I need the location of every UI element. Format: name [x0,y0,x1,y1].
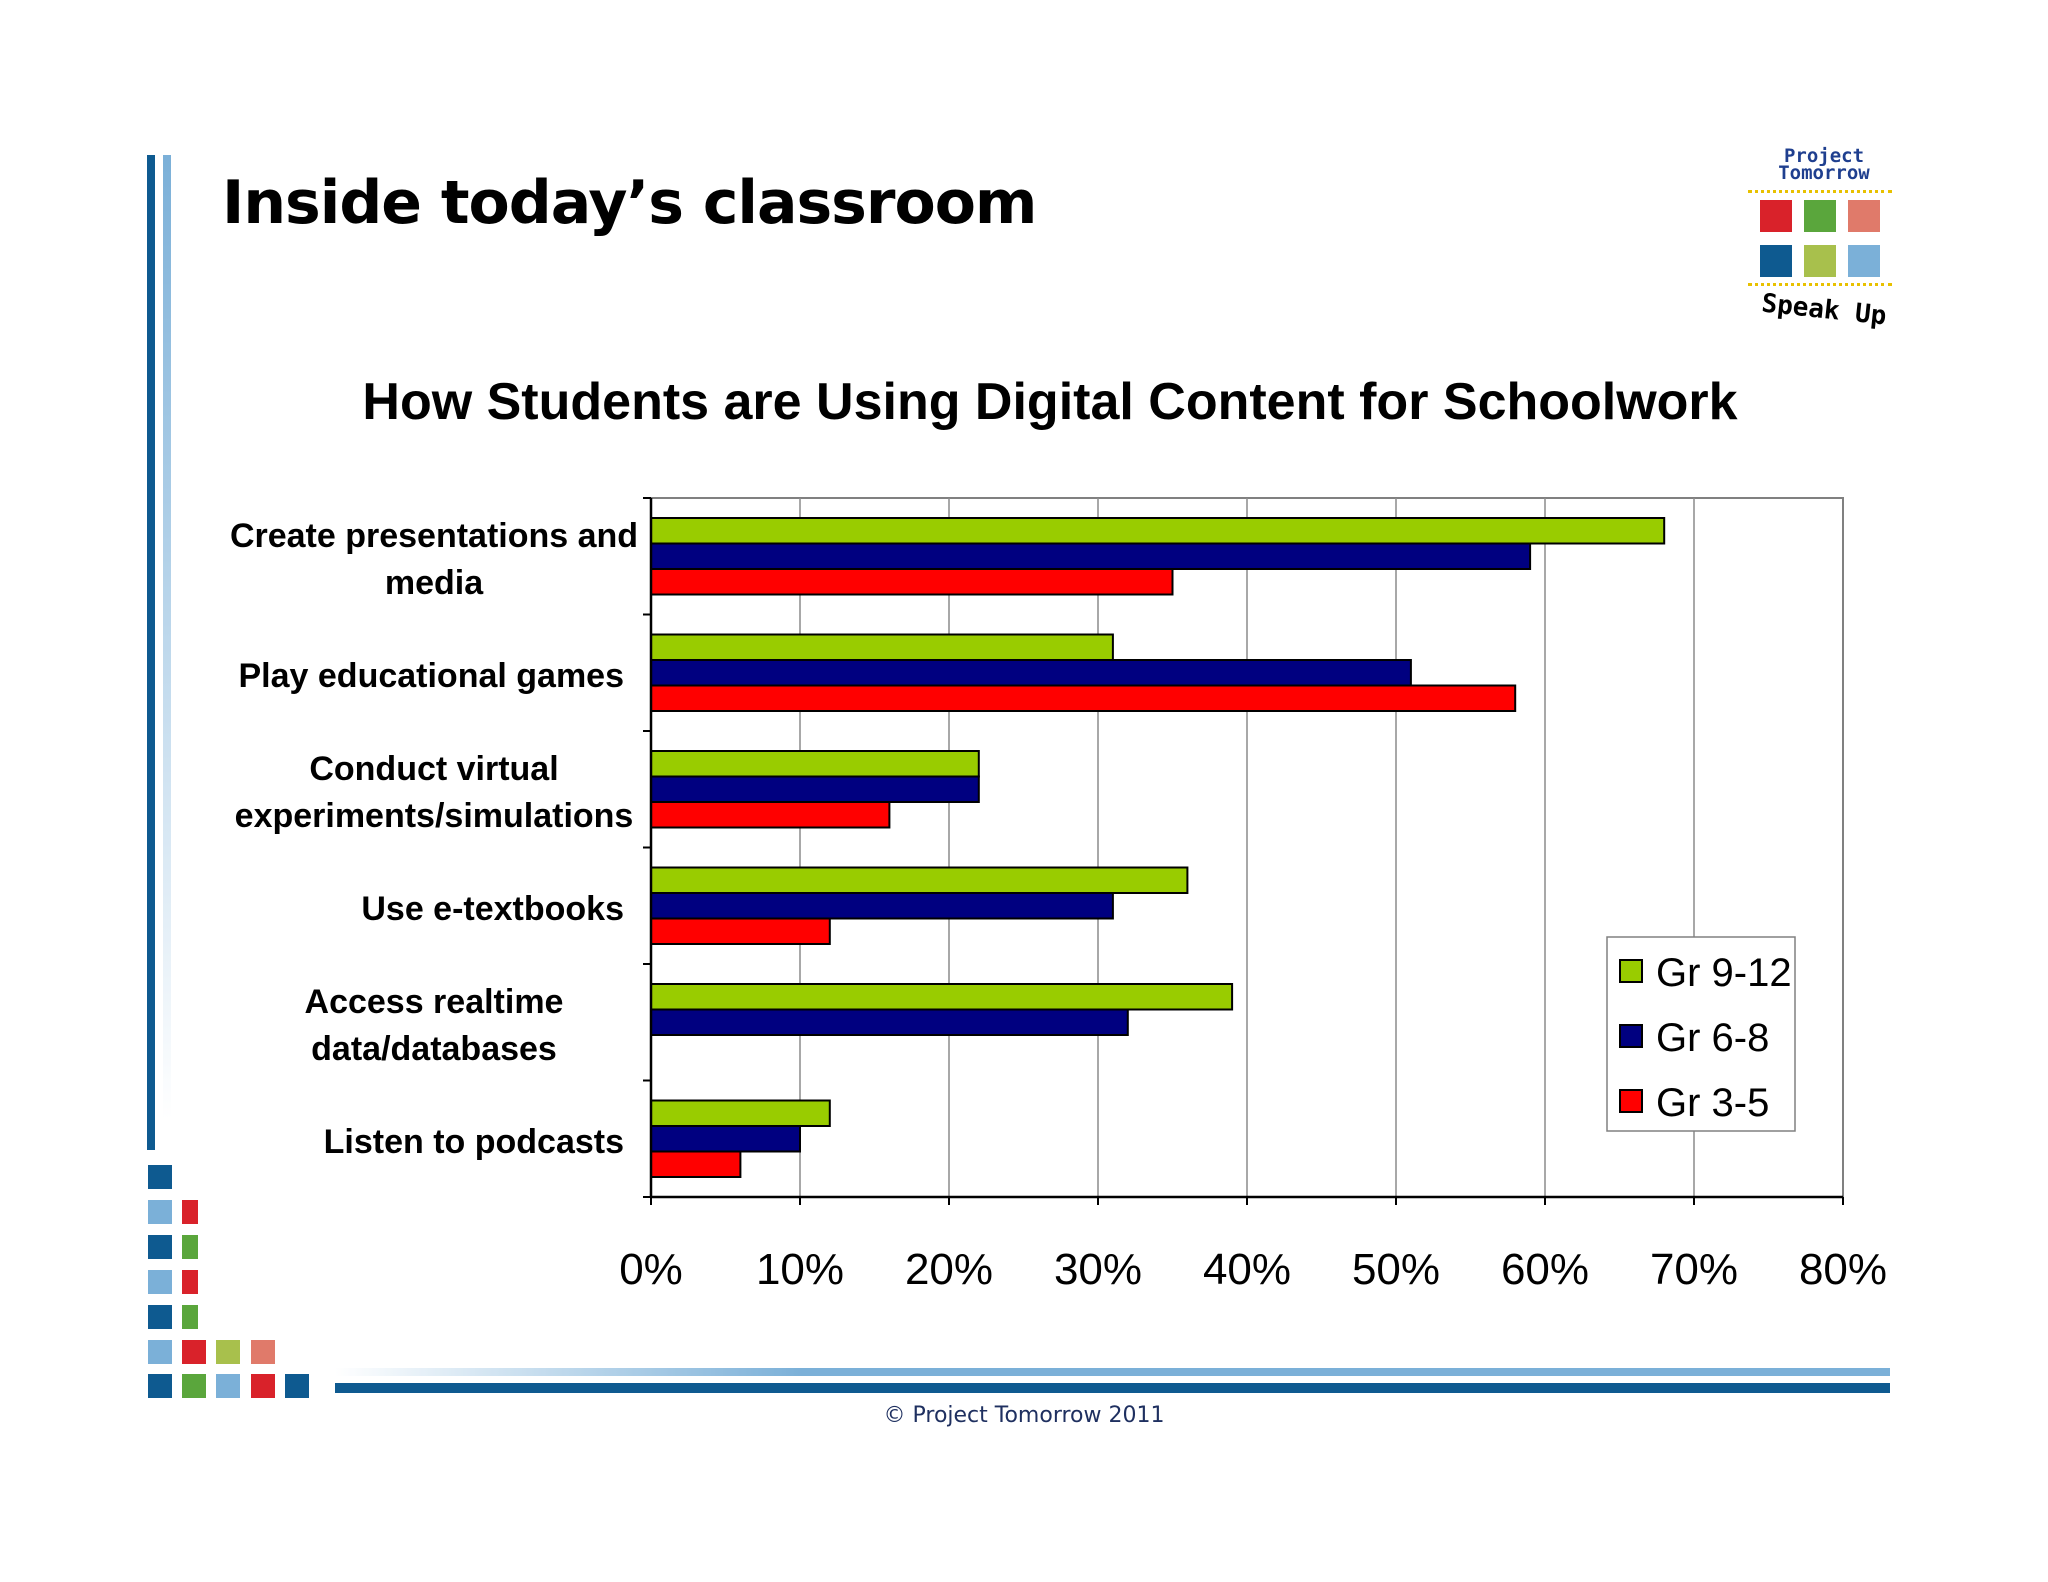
category-label [361,890,624,928]
legend-swatch [1620,1090,1642,1112]
bar-gr-3-5 [651,686,1515,712]
x-tick-label: 20% [904,1245,994,1294]
bottom-rule-light [335,1368,1890,1376]
x-tick-labels [619,1245,1887,1294]
category-label-line: data/databases [311,1029,557,1068]
category-label-line: Conduct virtual [309,749,559,788]
legend-swatch [1620,960,1642,982]
footer-copyright: © Project Tomorrow 2011 [883,1403,1165,1428]
legend-label: Gr 6-8 [1656,1016,1770,1060]
bar-gr-3-5 [651,919,830,945]
bar-gr-3-5 [651,1152,740,1178]
x-tick-label: 30% [1053,1245,1143,1294]
category-label [230,517,638,602]
legend-label: Gr 3-5 [1656,1081,1770,1125]
bar-gr-3-5 [651,802,889,828]
bar-gr-6-8 [651,893,1113,919]
bar-gr-9-12 [651,518,1664,544]
category-label-line: experiments/simulations [234,796,634,835]
bar-gr-9-12 [651,751,979,777]
bar-gr-9-12 [651,635,1113,661]
category-label-line: Access realtime [304,982,564,1021]
logo-line2: Tomorrow [1778,162,1870,184]
bar-gr-6-8 [651,1126,800,1152]
x-tick-label: 40% [1202,1245,1292,1294]
bar-gr-6-8 [651,1010,1128,1036]
category-label [239,657,625,695]
bar-gr-6-8 [651,544,1530,570]
category-label-line: Listen to podcasts [323,1122,624,1161]
legend-swatch [1620,1025,1642,1047]
bar-gr-3-5 [651,569,1173,595]
x-tick-label: 0% [619,1245,683,1294]
logo-tagline: Speak Up [1760,288,1888,332]
bar-gr-9-12 [651,1101,830,1127]
chart-title: How Students are Using Digital Content for Schoolwork [362,373,1738,431]
category-label [324,1123,624,1161]
x-tick-label: 80% [1798,1245,1888,1294]
x-tick-label: 50% [1351,1245,1441,1294]
slide-title: Inside today’s classroom [222,168,1037,238]
x-tick-label: 60% [1500,1245,1590,1294]
bar-gr-6-8 [651,660,1411,686]
legend [1607,937,1795,1131]
legend-label: Gr 9-12 [1656,951,1792,995]
category-label-line: Create presentations and [229,516,639,555]
category-labels [230,517,638,1161]
bar-gr-6-8 [651,777,979,803]
x-tick-label: 70% [1649,1245,1739,1294]
bar-gr-9-12 [651,868,1187,894]
bar-gr-9-12 [651,984,1232,1010]
category-label [235,750,634,835]
x-tick-label: 10% [755,1245,845,1294]
category-label [305,983,564,1068]
bottom-rule-dark [335,1383,1890,1393]
category-label-line: Use e-textbooks [361,889,624,928]
category-label-line: media [384,563,484,602]
category-label-line: Play educational games [238,656,624,695]
logo-line1: Project [1783,145,1865,167]
